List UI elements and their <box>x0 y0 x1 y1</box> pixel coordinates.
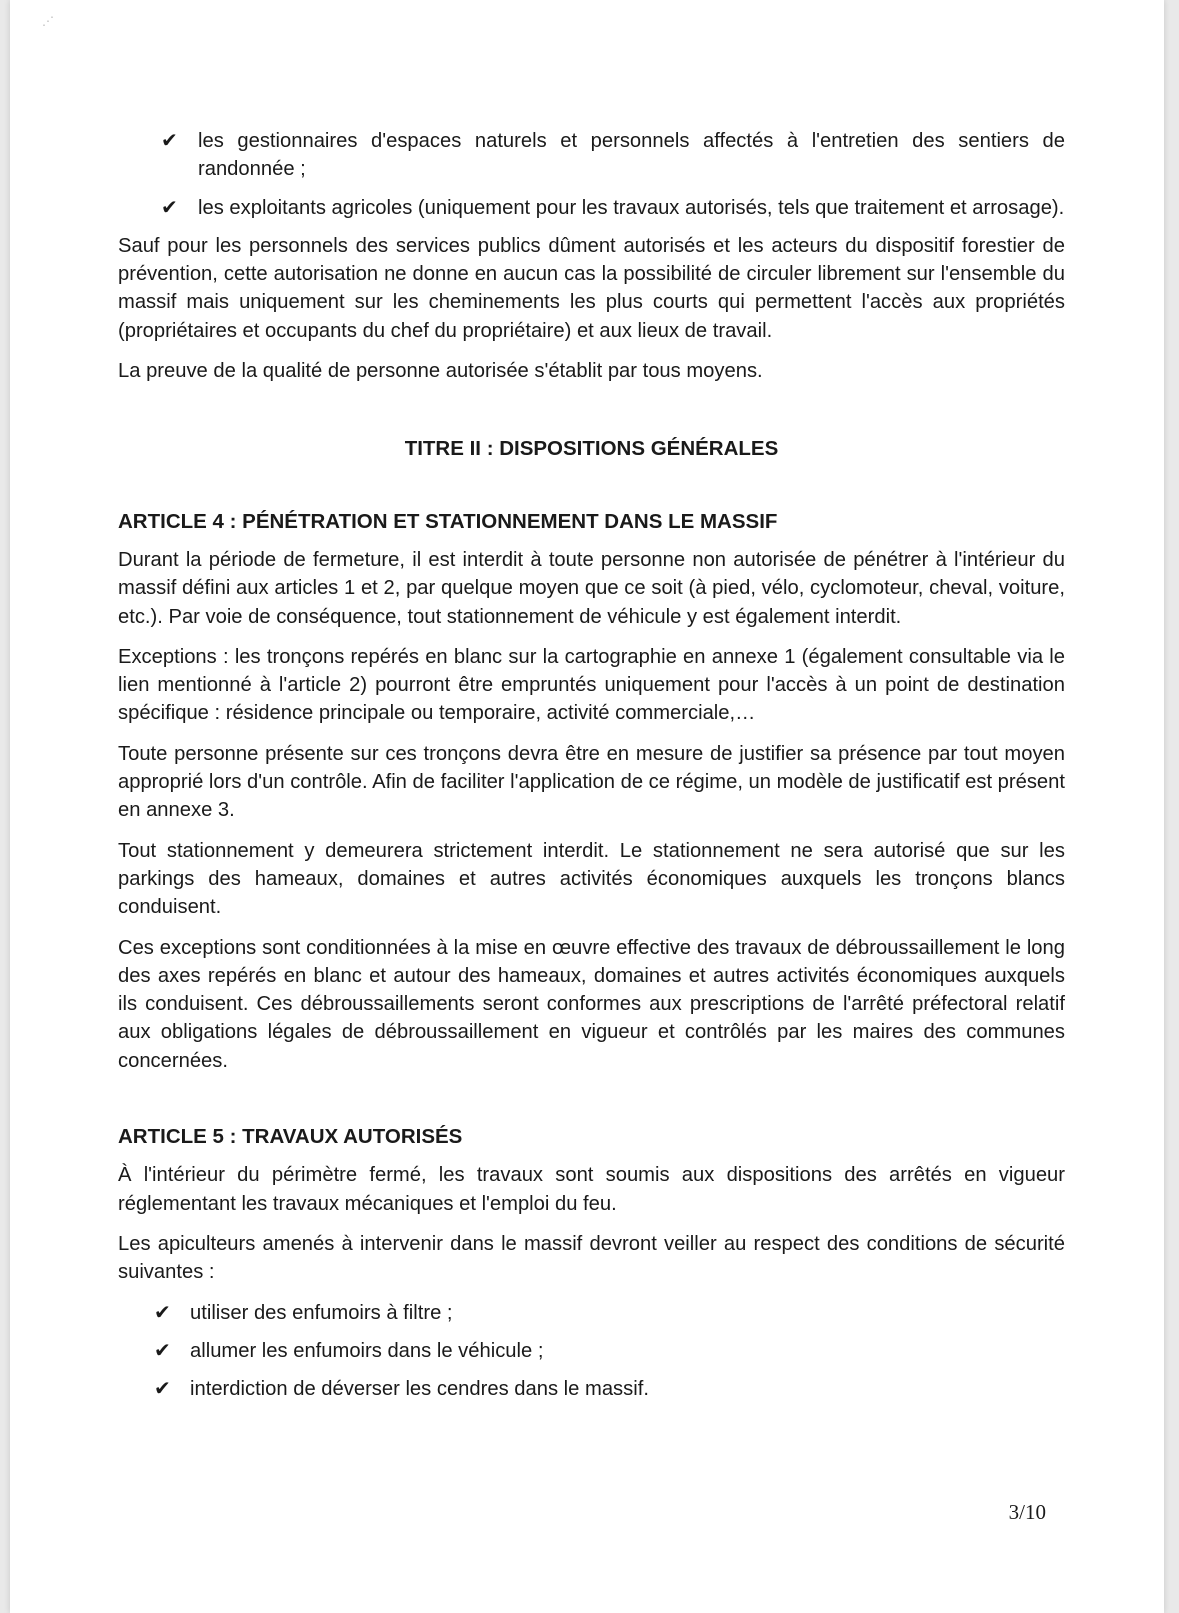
list-item: ✔ utiliser des enfumoirs à filtre ; <box>118 1299 1065 1327</box>
paragraph-sauf: Sauf pour les personnels des services publics dûment autorisés et les acteurs du dispositif forestier de prévention, cette autorisation ne donne en aucun cas la possibilité de circuler librement sur l'ensemble du massif mais uniquement sur les cheminements les plus courts qui permettent l'accès aux propriétés (propriétaires et occupants du chef du propriétaire) et aux lieux de travail. <box>118 234 1065 342</box>
checkmark-icon: ✔ <box>154 1301 171 1324</box>
beekeeper-conditions-list <box>118 1299 1065 1404</box>
checkmark-icon: ✔ <box>161 130 178 152</box>
document-page <box>10 0 1164 1613</box>
article-4-heading: ARTICLE 4 : PÉNÉTRATION ET STATIONNEMENT DANS LE MASSIF <box>118 509 778 533</box>
paragraph: Les apiculteurs amenés à intervenir dans le massif devront veiller au respect des conditions de sécurité suivantes : <box>118 1232 1065 1284</box>
scan-speck: ⋰ <box>42 14 54 28</box>
list-item: ✔ interdiction de déverser les cendres dans le massif. <box>118 1375 1065 1403</box>
checkmark-icon: ✔ <box>154 1378 171 1401</box>
list-item: ✔ les exploitants agricoles (uniquement pour les travaux autorisés, tels que traitement et arrosage). <box>118 194 1065 222</box>
paragraph: Durant la période de fermeture, il est interdit à toute personne non autorisée de pénétrer à l'intérieur du massif défini aux articles 1 et 2, par quelque moyen que ce soit (à pied, vélo, cyclomoteur, cheval, voiture, etc.). Par voie de conséquence, tout stationnement de véhicule y est également interdit. <box>118 548 1065 628</box>
checkmark-icon: ✔ <box>161 196 178 219</box>
paragraph: Toute personne présente sur ces tronçons devra être en mesure de justifier sa présence par tout moyen approprié lors d'un contrôle. Afin de faciliter l'application de ce régime, un modèle de justificatif est présent en annexe 3. <box>118 742 1065 822</box>
paragraph: Ces exceptions sont conditionnées à la mise en œuvre effective des travaux de débroussaillement le long des axes repérés en blanc et autour des hameaux, domaines et autres activités économiques auxquels ils conduisent. Ces débroussaillements seront conformes aux prescriptions de l'arrêté préfectoral relatif aux obligations légales de débroussaillement en vigueur et contrôlés par les maires des communes concernées. <box>118 936 1065 1072</box>
paragraph: Tout stationnement y demeurera strictement interdit. Le stationnement ne sera autorisé que sur les parkings des hameaux, domaines et autres activités économiques auxquels les tronçons blancs conduisent. <box>118 839 1065 919</box>
page-number: 3/10 <box>1008 1500 1046 1524</box>
paragraph: Exceptions : les tronçons repérés en blanc sur la cartographie en annexe 1 (également consultable via le lien mentionné à l'article 2) pourront être empruntés uniquement pour l'accès à un point de destination spécifique : résidence principale ou temporaire, activité commerciale,… <box>118 645 1065 725</box>
article-5-heading: ARTICLE 5 : TRAVAUX AUTORISÉS <box>118 1125 463 1149</box>
list-item: ✔ allumer les enfumoirs dans le véhicule ; <box>118 1337 1065 1365</box>
paragraph-preuve: La preuve de la qualité de personne autorisée s'établit par tous moyens. <box>118 360 763 383</box>
section-title: TITRE II : DISPOSITIONS GÉNÉRALES <box>404 437 779 461</box>
list-item: ✔ les gestionnaires d'espaces naturels et personnels affectés à l'entretien des sentiers de randonnée ; <box>118 127 1065 184</box>
authorized-persons-list <box>118 127 1065 222</box>
paragraph: À l'intérieur du périmètre fermé, les travaux sont soumis aux dispositions des arrêtés en vigueur réglementant les travaux mécaniques et l'emploi du feu. <box>118 1164 1065 1215</box>
checkmark-icon: ✔ <box>154 1339 171 1362</box>
document-body <box>118 127 1065 1413</box>
